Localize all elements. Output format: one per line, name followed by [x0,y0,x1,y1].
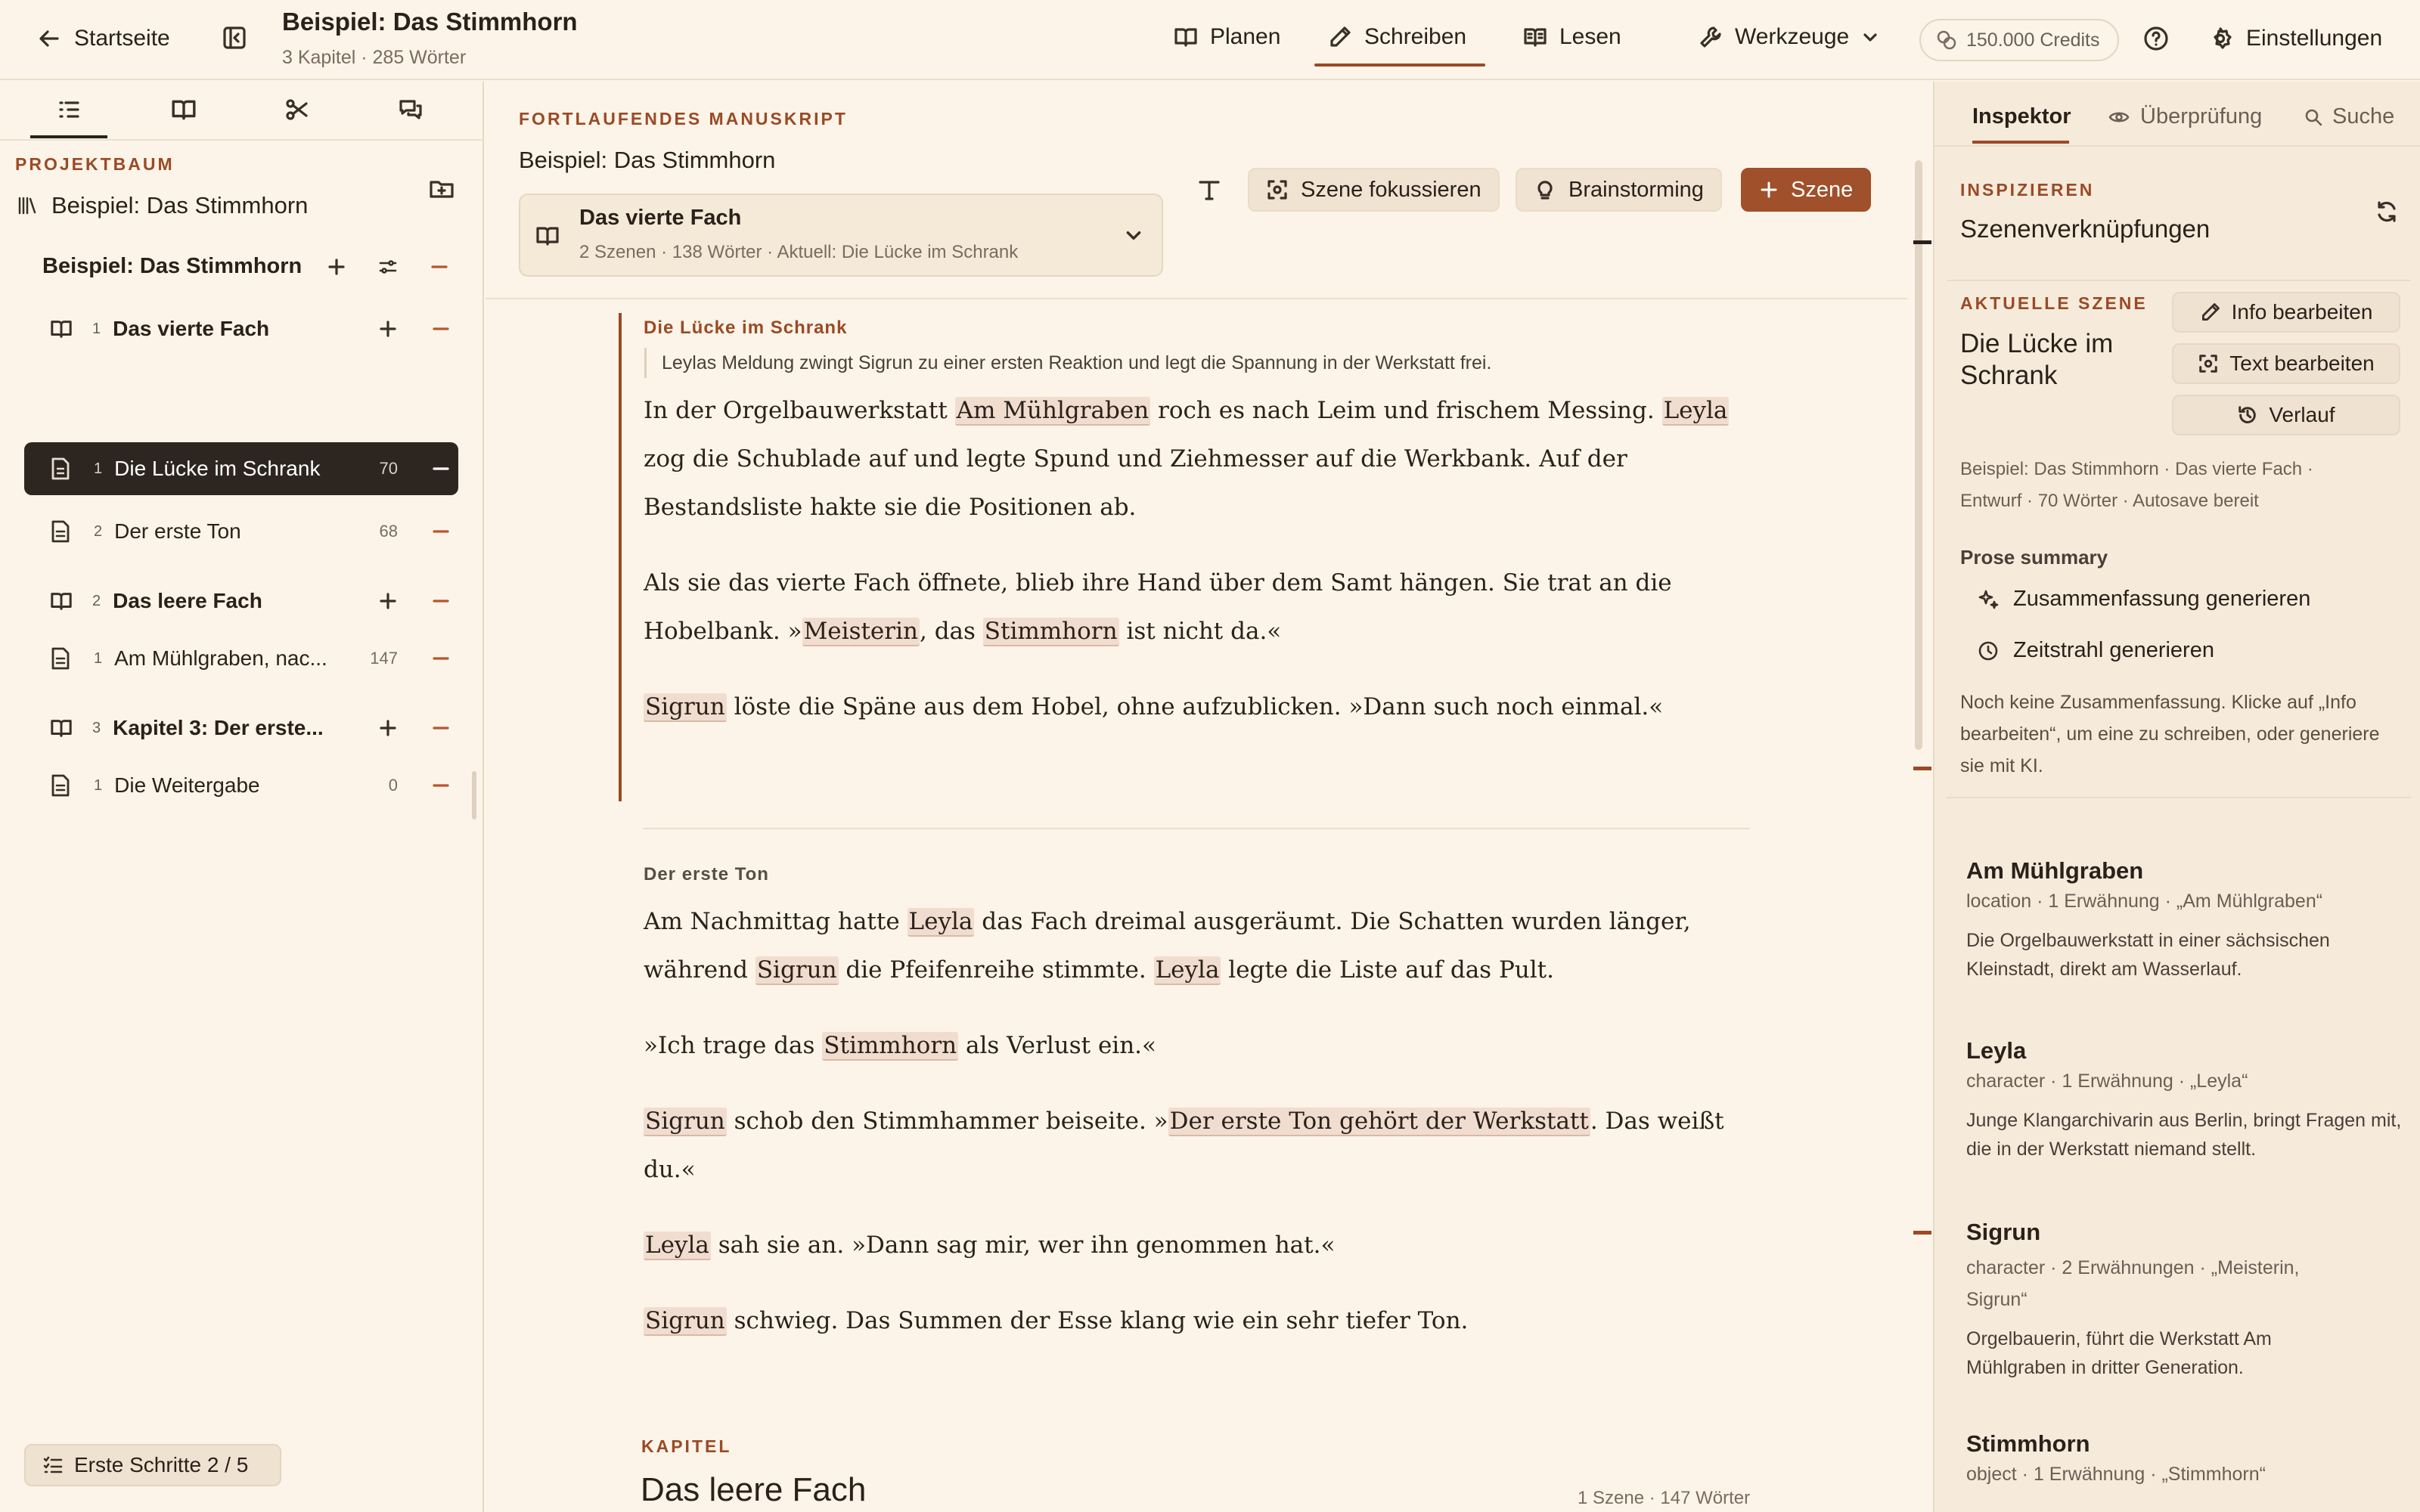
tab-lesen[interactable]: Lesen [1523,24,1621,50]
tree-scene-active[interactable]: 1 Die Lücke im Schrank 70 [24,442,458,495]
tree-chapter[interactable]: 1 Das vierte Fach [24,302,458,355]
resize-handle[interactable] [472,771,476,820]
divider [0,139,482,141]
pen-icon [1328,25,1352,49]
tree-chapter[interactable]: 2 Das leere Fach [24,575,458,627]
tab-ueberpruefung[interactable]: Überprüfung [2108,104,2262,129]
entity-mention[interactable]: Stimmhorn [984,618,1118,645]
toggle-sidebar-button[interactable] [222,26,247,50]
tab-comments[interactable] [398,97,428,127]
current-scene-title: Die Lücke im Schrank [1960,329,2114,390]
scene-summary: Leylas Meldung zwingt Sigrun zu einer ersten Reaktion und legt die Spannung in der Werkstatt frei. [644,348,1491,378]
tab-schreiben[interactable]: Schreiben [1328,24,1466,50]
tab-scissors[interactable] [284,97,315,127]
lightbulb-icon [1534,178,1556,201]
tree-scene[interactable]: 2 Der erste Ton 68 [24,505,458,558]
divider [1947,797,2411,798]
coins-icon [1936,29,1957,51]
book-icon [50,318,73,340]
minus-icon[interactable] [431,649,451,668]
active-scene-marker [619,313,622,801]
plus-icon[interactable] [378,319,398,339]
prose-summary-label: Prose summary [1960,546,2108,569]
paragraph: Sigrun schob den Stimmhammer beiseite. »Der erste Ton gehört der Werkstatt. Das weißt du.« [644,1108,1724,1183]
minus-icon[interactable] [431,459,451,479]
manuscript-title: Beispiel: Das Stimmhorn [519,147,776,173]
scroll-marker [1913,1231,1931,1235]
no-summary-text: Noch keine Zusammenfassung. Klicke auf „Info bearbeiten“, um eine zu schreiben, oder generiere sie mit KI. [1960,692,2380,776]
scene-meta: Beispiel: Das Stimmhorn · Das vierte Fach · Entwurf · 70 Wörter · Autosave bereit [1960,459,2313,511]
minus-icon[interactable] [431,776,451,795]
wrench-icon [1699,25,1723,49]
entity-card[interactable]: Stimmhorn object · 1 Erwähnung · „Stimmhorn“ [1966,1430,2266,1485]
minus-icon[interactable] [431,319,451,339]
messages-icon [398,97,428,122]
help-icon [2143,26,2169,51]
chapter-heading: Das leere Fach [641,1471,867,1508]
book-icon [171,97,201,122]
sidebar [0,82,484,1512]
chapter-label: KAPITEL [641,1436,732,1456]
entity-mention[interactable]: Leyla [1663,397,1728,424]
add-chapter-button[interactable] [327,257,346,277]
tab-tree[interactable] [56,97,86,127]
first-steps-button[interactable]: Erste Schritte 2 / 5 [24,1444,281,1486]
chevron-down-icon [1124,225,1143,245]
checklist-icon [42,1455,64,1476]
scene-divider [643,828,1750,829]
add-scene-button[interactable]: Szene [1741,168,1871,212]
arrow-left-icon [38,27,60,50]
tools-menu[interactable]: Werkzeuge [1699,24,1879,50]
section-label: PROJEKTBAUM [15,154,175,174]
sidebar-collapse-icon [222,26,247,50]
entity-mention[interactable]: Sigrun [756,956,837,984]
refresh-icon [2375,200,2399,224]
library-icon [17,195,38,216]
reorder-button[interactable] [378,257,398,277]
tree-scene[interactable]: 1 Am Mühlgraben, nac... 147 [24,632,458,685]
scroll-marker [1913,767,1931,770]
gear-icon [2208,26,2232,51]
paragraph: Am Nachmittag hatte Leyla das Fach dreimal ausgeräumt. Die Schatten wurden länger, während Sigrun die Pfeifenreihe stimmte. Leyla legte die Liste auf das Pult. [644,908,1691,984]
minus-icon[interactable] [431,522,451,541]
history-button[interactable]: Verlauf [2172,395,2400,435]
scrollbar-thumb[interactable] [1915,160,1922,750]
scene-text[interactable] [644,897,1748,1345]
entity-mention[interactable]: Der erste Ton gehört der Werkstatt [1169,1108,1589,1135]
entity-mention[interactable]: Am Mühlgraben [956,397,1150,424]
entity-mention[interactable]: Leyla [645,1232,709,1259]
tree-chapter[interactable]: 3 Kapitel 3: Der erste... [24,702,458,754]
file-text-icon [50,774,71,797]
scene-title: Der erste Ton [644,864,769,885]
entity-card[interactable]: Am Mühlgraben location · 1 Erwähnung · „Am Mühlgraben“ Die Orgelbauwerkstatt in einer sächsischen Kleinstadt, direkt am Wasserlauf. [1966,857,2330,980]
type-icon [1196,177,1222,203]
entity-mention[interactable]: Sigrun [645,693,725,720]
chapter-meta: 1 Szene · 147 Wörter [1578,1488,1751,1508]
sliders-icon [378,257,398,277]
minus-icon[interactable] [431,591,451,611]
collapse-root-button[interactable] [430,257,449,277]
file-text-icon [50,457,71,480]
scene-text[interactable] [644,386,1748,731]
active-tab-indicator [1314,64,1485,67]
book-icon [535,224,560,248]
chapter-select-title: Das vierte Fach [579,206,742,230]
manuscript-header [486,82,1907,299]
section-label: INSPIZIEREN [1960,180,2095,200]
back-button[interactable]: Startseite [38,26,170,51]
plus-icon[interactable] [378,591,398,611]
divider [1947,280,2411,281]
typography-button[interactable] [1196,177,1222,203]
search-icon [2304,107,2323,127]
new-folder-button[interactable] [428,175,455,203]
entity-card[interactable]: Leyla character · 1 Erwähnung · „Leyla“ Junge Klangarchivarin aus Berlin, bringt Fragen mit, die in der Werkstatt niemand stellt. [1966,1037,2402,1160]
divider [1934,145,2420,147]
edit-text-button[interactable]: Text bearbeiten [2172,343,2400,384]
list-tree-icon [56,97,86,122]
tab-inspektor[interactable]: Inspektor [1972,104,2071,129]
entity-mention[interactable]: Stimmhorn [824,1032,957,1059]
brainstorm-button[interactable]: Brainstorming [1516,168,1722,212]
paragraph: »Ich trage das Stimmhorn als Verlust ein.« [644,1032,1156,1059]
sparkles-icon [1977,588,2000,611]
file-text-icon [50,647,71,670]
entity-card[interactable]: Sigrun character · 2 Erwähnungen · „Meisterin, Sigrun“ Orgelbauerin, führt die Werkstatt Am Mühlgraben in dritter Generation. [1966,1219,2300,1378]
tab-planen[interactable]: Planen [1174,24,1280,50]
chapter-select[interactable] [519,194,1163,277]
paragraph: Als sie das vierte Fach öffnete, blieb ihre Hand über dem Samt hängen. Sie trat an die Hobelbank. »Meisterin, das Stimmhorn ist nicht da.« [644,569,1672,645]
section-label: FORTLAUFENDES MANUSKRIPT [519,109,848,129]
scene-title: Die Lücke im Schrank [644,318,848,338]
entity-mention[interactable]: Meisterin [803,618,918,645]
file-text-icon [50,520,71,543]
paragraph: Leyla sah sie an. »Dann sag mir, wer ihn genommen hat.« [645,1232,1336,1259]
generate-timeline-button[interactable]: Zeitstrahl generieren [1977,638,2214,663]
entity-mention[interactable]: Leyla [1155,956,1220,984]
inspector-panel [1933,82,2420,1512]
focus-icon [1266,178,1289,201]
minus-icon [430,257,449,277]
history-icon [2237,404,2258,426]
tree-scene[interactable]: 1 Die Weitergabe 0 [24,759,458,812]
clock-icon [1977,640,2000,662]
paragraph: In der Orgelbauwerkstatt Am Mühlgraben roch es nach Leim und frischem Messing. Leyla zog die Schublade auf und legte Spund und Ziehmesser auf die Werkbank. Auf der Bestandsliste hakte sie die Positionen ab. [644,397,1728,521]
plus-icon [327,257,346,277]
entity-mention[interactable]: Sigrun [645,1108,725,1135]
plus-icon[interactable] [378,718,398,738]
entity-mention[interactable]: Sigrun [645,1307,725,1334]
plus-icon [1759,180,1779,200]
chapter-select-sub: 2 Szenen · 138 Wörter · Aktuell: Die Lücke im Schrank [579,242,1019,262]
generate-summary-button[interactable]: Zusammenfassung generieren [1977,587,2310,612]
active-tab-indicator [1972,141,2069,144]
book-icon [50,717,73,739]
eye-icon [2108,107,2130,128]
settings-button[interactable]: Einstellungen [2208,26,2382,51]
section-label: AKTUELLE SZENE [1960,293,2148,313]
scissors-icon [284,97,315,122]
focus-icon [2198,353,2219,374]
refresh-button[interactable] [2375,200,2399,224]
entity-mention[interactable]: Leyla [908,908,973,935]
focus-scene-button[interactable]: Szene fokussieren [1248,168,1500,212]
book-icon [50,590,73,612]
folder-plus-icon [428,175,455,203]
document-subtitle: 3 Kapitel · 285 Wörter [282,47,467,68]
tab-book[interactable] [171,97,201,127]
paragraph: Sigrun löste die Späne aus dem Hobel, ohne aufzublicken. »Dann such noch einmal.« [645,693,1664,720]
project-name[interactable]: Beispiel: Das Stimmhorn [17,192,308,219]
edit-info-button[interactable]: Info bearbeiten [2172,292,2400,333]
top-bar [0,0,2420,80]
document-title: Beispiel: Das Stimmhorn [282,8,578,36]
inspect-title: Szenenverknüpfungen [1960,215,2211,243]
tab-suche[interactable]: Suche [2304,104,2394,129]
chevron-down-icon [1861,28,1879,46]
minus-icon[interactable] [431,718,451,738]
book-open-icon [1523,25,1547,49]
pen-icon [2200,302,2221,323]
scroll-marker [1913,240,1931,244]
book-icon [1174,25,1198,49]
help-button[interactable] [2143,26,2169,51]
tree-root-label[interactable]: Beispiel: Das Stimmhorn [42,254,302,278]
credits-badge[interactable]: 150.000 Credits [1919,19,2119,61]
active-side-tab-indicator [30,135,107,138]
paragraph: Sigrun schwieg. Das Summen der Esse klang wie ein sehr tiefer Ton. [645,1307,1469,1334]
